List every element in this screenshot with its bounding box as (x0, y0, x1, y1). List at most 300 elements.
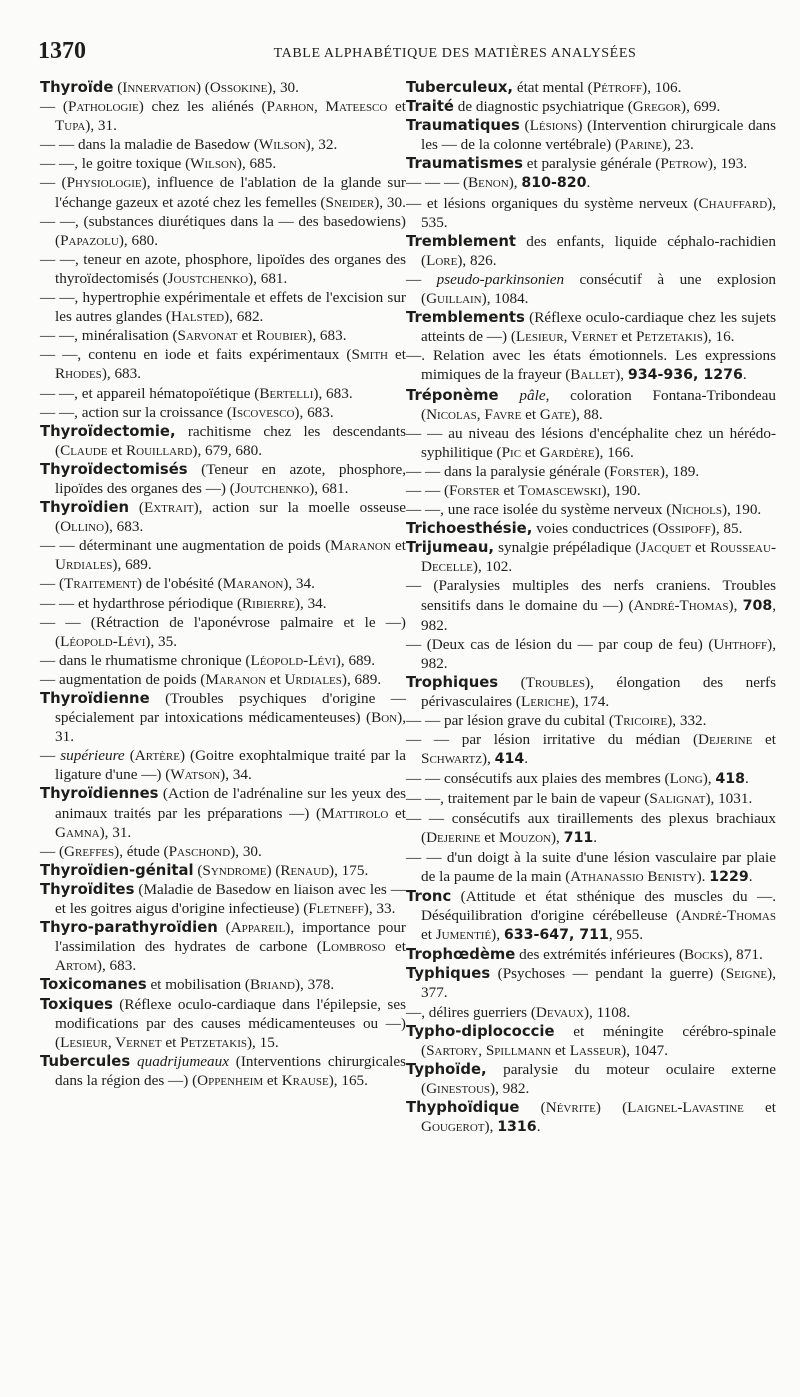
index-entry (40, 861, 406, 880)
entry-text: — augmentation de poids ( (40, 670, 206, 688)
entry-text: ), 689. (112, 556, 152, 574)
index-entry (406, 97, 776, 116)
index-entry (406, 500, 776, 519)
entry-text: ), 34. (220, 766, 252, 784)
author-name: Smith (351, 346, 388, 364)
entry-text: — (406, 270, 437, 288)
entry-text: et (263, 1071, 282, 1089)
author-name: Forster (449, 481, 500, 499)
entry-text: — — — ( (406, 174, 469, 192)
index-entry (406, 673, 776, 711)
entry-text: (Troubles psychiques d'origine — spécialement par intoxications médicamenteuses) ( (55, 690, 406, 727)
entry-text: ), 680. (118, 231, 159, 249)
entry-text: — — (Rétraction de l'aponévrose palmaire et le —) ( (40, 613, 406, 650)
entry-text: (Interventions chirurgicales dans la région des —) ( (55, 1052, 406, 1089)
entry-text: ), 16. (702, 328, 735, 346)
author-name: André-Thomas (681, 907, 776, 925)
entry-text: ), 982. (421, 635, 776, 672)
entry-text: ), 683. (307, 327, 347, 345)
entry-headword: Thyroïde (40, 79, 114, 96)
entry-text: ), 681. (309, 479, 349, 497)
entry-text: — — par lésion irritative du médian ( (406, 731, 698, 749)
author-name: Briand (250, 976, 295, 994)
entry-text: consécutif à une explosion ( (421, 270, 777, 308)
entry-headword: Thyroïdiennes (40, 785, 159, 803)
entry-headword: Typhiques (406, 965, 491, 983)
author-name: Claude (60, 441, 108, 459)
entry-text: ), 689. (341, 670, 382, 688)
entry-headword: Toxicomanes (40, 976, 147, 994)
entry-text: ), action sur la moelle osseuse ( (55, 499, 406, 536)
author-name: Ginestous (426, 1079, 491, 1097)
entry-text: voies conductrices ( (532, 520, 658, 538)
entry-headword: Thyroïdectomie, (40, 422, 176, 440)
author-name: Nichols (671, 501, 722, 519)
author-name: Tupa (55, 117, 86, 135)
author-name: Innervation (122, 79, 196, 96)
entry-text: ), 31. (99, 823, 132, 841)
author-name: Rouillard (126, 441, 193, 459)
page-header (38, 38, 760, 68)
author-name: Halsted (170, 308, 225, 326)
entry-text: — — dans la maladie de Basedow ( (40, 136, 259, 154)
entry-text: . (745, 770, 749, 788)
author-name: Syndrome (202, 861, 267, 879)
entry-text: ), 165. (328, 1071, 368, 1089)
entry-text: . (593, 828, 598, 846)
author-name: Fletneff (308, 900, 364, 918)
entry-text: et (385, 938, 406, 956)
author-name: Nicolas, Favre (426, 405, 522, 423)
right-column (406, 78, 776, 1137)
entry-text: ), (550, 828, 564, 846)
entry-text: — ( (40, 575, 65, 593)
entry-text: ) (Goitre exophtalmique traité par la ligature d'une —) ( (55, 747, 406, 784)
author-name: Lésions (529, 117, 578, 135)
entry-text: ), 683. (101, 365, 142, 383)
page-reference: 711 (563, 829, 594, 846)
index-entry (406, 711, 776, 730)
entry-text: et paralysie générale ( (522, 155, 661, 173)
entry-headword: Toxiques (40, 995, 113, 1013)
entry-text: — — d'un doigt à la suite d'une lésion vasculaire par plaie de la paume de la main ( (406, 848, 776, 885)
author-name: Traitement (64, 575, 137, 593)
entry-text: ), 30. (267, 79, 299, 96)
entry-headword: Thyphoïdique (406, 1098, 520, 1116)
entry-text: ) (Intervention chirurgicale dans les — de la colonne vertébrale) ( (421, 117, 776, 154)
index-entry (406, 635, 776, 673)
index-entry (40, 995, 406, 1052)
author-name: Léopold-Lévi (250, 651, 336, 669)
entry-headword: Tronc (406, 887, 452, 905)
entry-headword: Tremblement (406, 232, 516, 250)
index-entry (406, 173, 776, 193)
entry-text: et (387, 98, 407, 116)
entry-headword: Typho-diplococcie (406, 1022, 555, 1040)
index-entry (40, 880, 406, 918)
entry-text: — —, traitement par le bain de vapeur ( (406, 790, 650, 808)
entry-text: (Réflexe oculo-cardiaque dans l'épilepsie, ses modifications par des causes médicamenteuses ou —) ( (55, 995, 406, 1051)
entry-text: ), 378. (294, 976, 335, 994)
entry-text: ( (124, 747, 135, 765)
index-entry (40, 670, 406, 689)
author-name: Renaud (280, 861, 330, 879)
author-name: Joustchenko (167, 269, 249, 287)
page-reference: 414 (494, 751, 525, 768)
entry-text: — — par lésion grave du cubital ( (406, 712, 614, 730)
author-name: Maranon (205, 670, 266, 688)
author-name: Lesieur, Vernet (515, 328, 618, 346)
entry-text: — —, (substances diurétiques dans la — des basedowiens) ( (40, 212, 406, 249)
entry-text: ), 102. (472, 558, 513, 576)
entry-text: ), 193. (707, 155, 748, 173)
entry-headword: Trophœdème (406, 946, 516, 964)
entry-text: ), 685. (236, 155, 277, 173)
entry-text: — —, action sur la croissance ( (40, 403, 232, 421)
entry-text: ( (113, 79, 123, 96)
entry-text: état mental ( (513, 79, 593, 96)
author-name: Lombroso (321, 938, 386, 956)
author-name: Oppenheim (197, 1071, 264, 1089)
entry-text: — (Paralysies multiples des nerfs craniens. Troubles sensitifs dans le domaine du —) ( (406, 577, 776, 614)
author-name: Tomascewski (518, 481, 602, 499)
entry-text: — —, hypertrophie expérimentale et effets de l'excision sur les autres glandes ( (40, 289, 406, 326)
entry-text: pâle (519, 386, 546, 404)
entry-text: synalgie prépéladique ( (494, 539, 641, 557)
entry-text (130, 1053, 137, 1070)
author-name: Schwartz (421, 750, 482, 768)
entry-text: et (521, 405, 540, 423)
author-name: Sartory, Spillmann (426, 1041, 552, 1059)
index-entry (40, 975, 406, 994)
index-entry (40, 250, 406, 288)
entry-text: ), 683. (96, 957, 137, 975)
author-name: Bon (371, 709, 398, 727)
entry-text: ) chez les aliénés ( (138, 98, 267, 116)
index-entry (40, 173, 406, 211)
index-entry (406, 887, 776, 945)
author-name: Pic (501, 443, 522, 461)
index-entry (406, 730, 776, 769)
entry-text: ( (217, 919, 231, 937)
entry-text: et mobilisation ( (146, 976, 250, 994)
index-entry (40, 403, 406, 422)
author-name: Ossokine (209, 79, 268, 96)
author-name: Greffes (64, 842, 115, 860)
author-name: Rhodes (55, 365, 102, 383)
index-entry (40, 536, 406, 574)
running-title: TABLE ALPHABÉTIQUE DES MATIÈRES ANALYSÉES (273, 46, 637, 61)
entry-text: ), 88. (571, 405, 603, 423)
entry-headword: Traumatiques (406, 117, 520, 135)
entry-headword: Thyro-parathyroïdien (40, 919, 218, 937)
entry-text: ), 30. (374, 193, 406, 211)
entry-text: et (690, 539, 711, 557)
author-name: Léopold-Lévi (60, 632, 146, 650)
entry-text: ), 35. (145, 632, 178, 650)
author-name: Mouzon (498, 828, 551, 846)
entry-text: ), 683. (104, 518, 144, 536)
index-entry (406, 424, 776, 462)
author-name: Iscovesco (231, 403, 295, 421)
entry-text: ), 681. (248, 269, 288, 287)
entry-text: (Psychoses — pendant la guerre) ( (490, 965, 726, 983)
entry-text: . (536, 1118, 541, 1136)
entry-text: ) de l'obésité ( (136, 575, 223, 593)
page-reference: 633-647, 711 (503, 927, 609, 944)
index-entry (40, 345, 406, 383)
entry-text: ), 175. (329, 861, 369, 879)
author-name: Ossipoff (657, 520, 711, 538)
entry-text: ), 1031. (705, 790, 753, 808)
entry-text: — — consécutifs aux tiraillements des plexus brachiaux ( (406, 809, 776, 846)
page-reference: 708 (742, 597, 773, 614)
entry-text: et (107, 441, 127, 459)
entry-text: ) ( (266, 861, 281, 879)
index-entry (40, 384, 406, 403)
entry-text: ), 34. (294, 594, 327, 612)
entry-headword: Thyroïdien-génital (40, 861, 194, 879)
author-name: Jumentié (435, 926, 492, 944)
entry-text: , 982. (421, 596, 777, 634)
entry-text: — (40, 747, 61, 765)
index-entry (40, 574, 406, 593)
left-column (40, 78, 406, 1090)
author-name: Krause (281, 1071, 329, 1089)
author-name: Dejerine (426, 828, 481, 846)
entry-text: ), 85. (710, 520, 743, 538)
entry-text: pseudo-parkinsonien (436, 270, 565, 288)
index-entry (40, 784, 406, 841)
author-name: Papazolu (60, 231, 119, 249)
author-name: Physiologie (66, 174, 142, 192)
entry-text: — ( (40, 174, 67, 192)
entry-text: supérieure (60, 747, 125, 765)
author-name: Long (669, 770, 703, 788)
entry-text: (Maladie de Basedow en liaison avec les — et les goitres aigus d'origine infectieuse) ( (55, 880, 406, 918)
entry-text: — — consécutifs aux plaies des membres ( (406, 770, 670, 788)
index-entry (406, 1022, 776, 1060)
index-entry (406, 1060, 776, 1098)
index-entry (406, 194, 776, 232)
author-name: Dejerine (698, 731, 753, 749)
author-name: Joutchenko (234, 479, 310, 497)
index-entry (406, 386, 776, 424)
entry-text: et (551, 1041, 570, 1059)
author-name: Ribierre (242, 594, 295, 612)
author-name: André-Thomas (633, 596, 729, 614)
entry-text: — — et hydarthrose périodique ( (40, 594, 243, 612)
author-name: Pathologie (67, 98, 139, 116)
author-name: Gate (539, 405, 572, 423)
index-entry (40, 212, 406, 250)
entry-text: ), importance pour l'assimilation des hydrates de carbone ( (55, 919, 406, 956)
entry-text: ), 689. (335, 651, 376, 669)
entry-text: ), 30. (230, 842, 262, 860)
entry-text: ), 377. (421, 965, 776, 1002)
entry-text: ), 166. (594, 443, 634, 461)
author-name: Petzetakis (635, 328, 703, 346)
entry-text: ), étude ( (114, 842, 169, 860)
author-name: Laignel-Lavastine (627, 1098, 744, 1116)
entry-text: et (390, 537, 406, 555)
author-name: Chauffard (698, 194, 768, 212)
index-entry (406, 270, 776, 308)
entry-text: — —, une race isolée du système nerveux ( (406, 501, 672, 519)
entry-text: — ( (40, 842, 65, 860)
index-entry (40, 689, 406, 746)
index-entry (406, 232, 776, 270)
index-entry (406, 519, 776, 538)
index-entry (406, 964, 776, 1002)
index-entry (40, 746, 406, 784)
entry-text: ), 189. (659, 462, 700, 480)
author-name: Gardère (539, 443, 595, 461)
author-name: Maranon (222, 575, 284, 593)
author-name: Urdiales (55, 556, 113, 574)
entry-headword: Trijumeau, (406, 539, 495, 557)
entry-text: ), 34. (283, 575, 315, 593)
entry-text: ( (129, 499, 144, 517)
entry-text: ), (728, 596, 743, 614)
index-entry (40, 594, 406, 613)
author-name: Lesieur, Vernet (60, 1033, 162, 1051)
author-name: Lore (426, 251, 458, 269)
entry-text: et (752, 731, 776, 749)
entry-text: ), (508, 174, 522, 192)
author-name: Extrait (143, 499, 194, 517)
entry-text: — dans le rhumatisme chronique ( (40, 651, 251, 669)
entry-text: et (237, 327, 257, 345)
index-entry (406, 848, 776, 887)
entry-text: ), 871. (723, 946, 763, 964)
entry-text: de diagnostic psychiatrique ( (453, 98, 633, 116)
entry-headword: Typhoïde, (406, 1060, 487, 1078)
index-entry (406, 462, 776, 481)
index-entry (40, 422, 406, 460)
entry-text: ), 190. (601, 481, 641, 499)
entry-text: ( (193, 861, 203, 879)
entry-text: — —, contenu en iode et faits expérimentaux ( (40, 346, 352, 364)
author-name: Pétroff (592, 79, 643, 96)
author-name: Uhthoff (713, 635, 768, 653)
entry-text: ), 33. (363, 900, 396, 918)
index-entry (40, 326, 406, 345)
author-name: Benon (468, 174, 509, 192)
author-name: Sneider (325, 193, 375, 211)
index-entry (406, 789, 776, 808)
author-name: Artom (55, 957, 97, 975)
index-entry (406, 78, 776, 97)
entry-text: ), 32. (305, 136, 338, 154)
entry-text: et (265, 670, 285, 688)
index-entry (40, 842, 406, 861)
index-entry (40, 918, 406, 975)
author-name: Wilson (190, 155, 237, 173)
entry-text: ), 1108. (583, 1003, 631, 1021)
entry-headword: Tuberculeux, (406, 79, 514, 96)
entry-headword: Trichoesthésie, (406, 520, 533, 538)
index-entry (406, 154, 776, 173)
page-reference: 418 (715, 771, 745, 788)
entry-text: ), 23. (662, 136, 694, 154)
index-entry (406, 481, 776, 500)
entry-text: ( (519, 117, 530, 135)
entry-text: et (499, 481, 519, 499)
index-entry (40, 154, 406, 173)
author-name: Bocks (684, 946, 724, 964)
entry-text: ), 106. (642, 79, 682, 96)
entry-text: ), 174. (569, 693, 610, 710)
index-entry (406, 538, 776, 576)
index-entry (406, 576, 776, 634)
entry-text: (Attitude et état sthénique des muscles du —. Déséquilibration d'origine cérébelleuse ( (421, 887, 776, 925)
entry-text: — —, minéralisation ( (40, 327, 178, 345)
entry-headword: Traité (406, 98, 454, 116)
entry-text: ( (498, 673, 526, 691)
author-name: Athanassio Benisty (570, 867, 697, 885)
index-entry (40, 135, 406, 154)
entry-text: — et lésions organiques du système nerveux ( (406, 194, 699, 212)
author-name: Seigne (725, 965, 768, 983)
entry-text: quadrijumeaux (137, 1052, 229, 1070)
entry-text: et (161, 1033, 181, 1051)
author-name: Appareil (230, 919, 286, 937)
entry-text: ) ( (195, 79, 210, 96)
author-name: Urdiales (284, 670, 342, 688)
author-name: Gregor (632, 98, 682, 116)
index-entry (40, 1052, 406, 1090)
entry-text: —. Relation avec les états émotionnels. Les expressions mimiques de la frayeur ( (406, 347, 776, 384)
entry-text (499, 387, 520, 404)
entry-text: (Réflexe oculo-cardiaque chez les sujets atteints de —) ( (421, 309, 776, 346)
index-entry (40, 651, 406, 670)
entry-text: —, délires guerriers ( (406, 1003, 536, 1021)
entry-text: ), élongation des nerfs périvasculaires ( (421, 673, 776, 710)
entry-text: ), 826. (457, 251, 497, 269)
entry-headword: Thyroïdien (40, 499, 130, 517)
author-name: Maranon (330, 537, 391, 555)
entry-text: et (743, 1098, 776, 1116)
author-name: Ollino (60, 518, 105, 536)
entry-text: ), (484, 1118, 498, 1136)
entry-text: paralysie du moteur oculaire externe ( (421, 1060, 776, 1097)
author-name: Névrite (545, 1098, 596, 1116)
entry-text: ), 190. (721, 501, 762, 519)
entry-text: ), (491, 926, 504, 944)
entry-text: et (421, 926, 436, 944)
entry-text: — — au niveau des lésions d'encéphalite chez un hérédo-syphilitique ( (406, 424, 776, 461)
index-entry (40, 78, 406, 97)
entry-text: — — dans la paralysie générale ( (406, 462, 610, 480)
author-name: Wilson (258, 136, 306, 154)
author-name: Lasseur (569, 1041, 622, 1059)
entry-text: ( (519, 1098, 546, 1116)
author-name: Sarvonat (177, 327, 238, 345)
entry-text: , 955. (608, 926, 644, 944)
entry-text: — —, teneur en azote, phosphore, lipoïdes des organes des thyroïdectomisés ( (40, 250, 406, 287)
author-name: Artère (134, 747, 180, 765)
entry-text: ), 683. (313, 384, 353, 402)
entry-text: ), 682. (224, 308, 264, 326)
entry-text: ), (481, 750, 495, 768)
author-name: Guillain (426, 290, 482, 308)
index-entry (406, 945, 776, 964)
entry-text: — —, le goitre toxique ( (40, 155, 191, 173)
author-name: Forster (609, 462, 660, 480)
entry-text: et (480, 828, 499, 846)
entry-text: ), 535. (421, 194, 776, 231)
